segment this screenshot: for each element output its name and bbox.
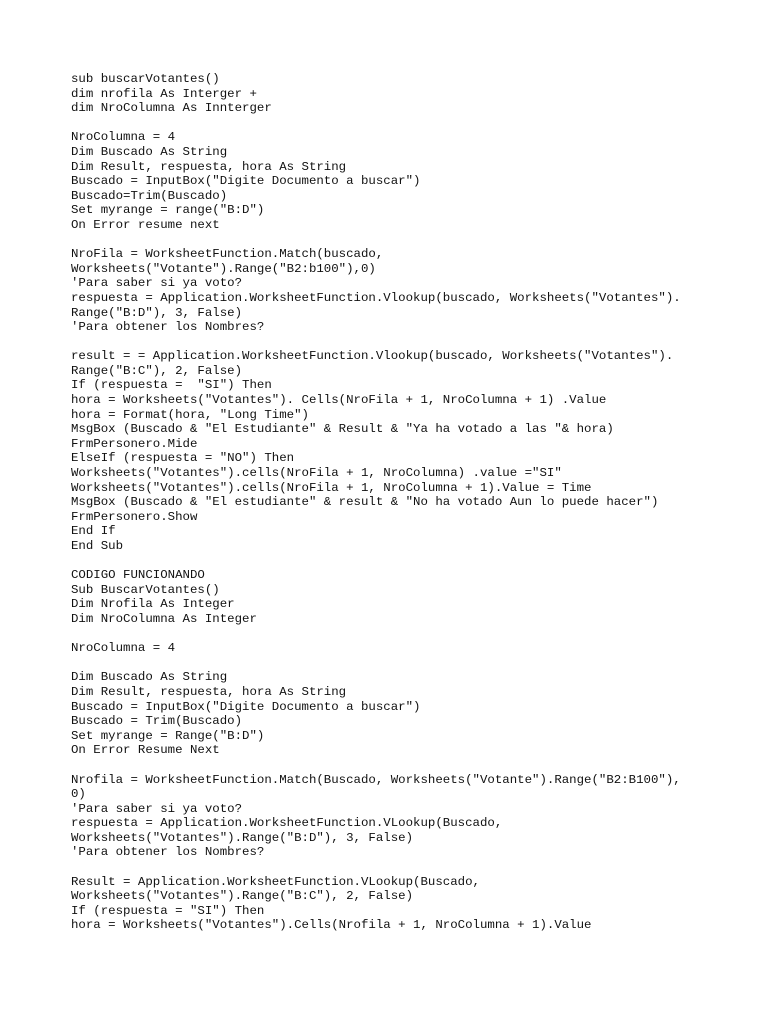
code-line [71, 233, 751, 248]
code-line: Dim Result, respuesta, hora As String [71, 684, 347, 699]
code-line: 'Para saber si ya voto? [71, 801, 243, 816]
code-line: Buscado=Trim(Buscado) [71, 188, 228, 203]
code-line: sub buscarVotantes() [71, 72, 220, 86]
code-line: Set myrange = range("B:D") [71, 203, 265, 218]
code-line: ElseIf (respuesta = "NO") Then [71, 451, 295, 466]
code-line [71, 860, 751, 875]
code-line: Worksheets("Votante").Range("B2:b100"),0) [71, 261, 376, 276]
code-line: Result = Application.WorksheetFunction.VLookup(Buscado, [71, 874, 480, 889]
code-line: hora = Worksheets("Votantes").Cells(Nrofila + 1, NroColumna + 1).Value [71, 918, 592, 933]
code-line: MsgBox (Buscado & "El estudiante" & result & "No ha votado Aun lo puede hacer") [71, 495, 659, 510]
code-line: Dim Buscado As String [71, 144, 228, 159]
code-line: Worksheets("Votantes").cells(NroFila + 1, NroColumna + 1).Value = Time [71, 480, 592, 495]
code-line: Dim Buscado As String [71, 670, 228, 685]
code-line: Worksheets("Votantes").cells(NroFila + 1, NroColumna) .value ="SI" [71, 466, 562, 481]
code-line: Worksheets("Votantes").Range("B:C"), 2, False) [71, 889, 414, 904]
code-line [71, 554, 751, 569]
code-line: FrmPersonero.Show [71, 509, 198, 524]
code-line [71, 627, 751, 642]
code-line: Worksheets("Votantes").Range("B:D"), 3, False) [71, 830, 414, 845]
code-line: If (respuesta = "SI") Then [71, 903, 265, 918]
code-line [71, 116, 751, 131]
code-line: Range("B:D"), 3, False) [71, 305, 243, 320]
code-line: End Sub [71, 539, 124, 553]
code-line [71, 335, 751, 350]
code-line: NroColumna = 4 [71, 130, 176, 145]
code-line: respuesta = Application.WorksheetFunction.VLookup(Buscado, [71, 816, 503, 831]
code-line: On Error Resume Next [71, 743, 220, 758]
code-line: Sub BuscarVotantes() [71, 582, 220, 597]
code-line: FrmPersonero.Mide [71, 436, 198, 451]
code-line: hora = Worksheets("Votantes"). Cells(NroFila + 1, NroColumna + 1) .Value [71, 393, 607, 408]
code-line: respuesta = Application.WorksheetFunction.Vlookup(buscado, Worksheets("Votantes"). [71, 290, 681, 305]
code-line: result = = Application.WorksheetFunction.Vlookup(buscado, Worksheets("Votantes"). [71, 349, 674, 364]
code-line: Dim NroColumna As Integer [71, 611, 257, 626]
code-line: Range("B:C"), 2, False) [71, 363, 243, 378]
code-line: On Error resume next [71, 217, 220, 232]
code-line [71, 758, 751, 773]
code-line: dim NroColumna As Innterger [71, 101, 272, 116]
code-line: Buscado = InputBox("Digite Documento a buscar") [71, 174, 421, 189]
code-line: If (respuesta = "SI") Then [71, 378, 272, 393]
code-line: MsgBox (Buscado & "El Estudiante" & Result & "Ya ha votado a las "& hora) [71, 422, 614, 437]
code-line: 0) [71, 787, 86, 802]
code-line: CODIGO FUNCIONANDO [71, 568, 205, 583]
code-line: End If [71, 524, 116, 539]
code-line: NroFila = WorksheetFunction.Match(buscado, [71, 247, 384, 262]
code-line: Buscado = InputBox("Digite Documento a buscar") [71, 699, 421, 714]
code-line [71, 656, 751, 671]
code-line: Dim Result, respuesta, hora As String [71, 159, 347, 174]
code-line: Buscado = Trim(Buscado) [71, 714, 243, 729]
code-line: dim nrofila As Interger + [71, 86, 257, 101]
code-line: hora = Format(hora, "Long Time") [71, 407, 309, 422]
code-line: 'Para obtener los Nombres? [71, 845, 265, 860]
code-line: Dim Nrofila As Integer [71, 597, 235, 612]
code-line: Set myrange = Range("B:D") [71, 728, 265, 743]
code-line: 'Para saber si ya voto? [71, 276, 243, 291]
code-line: 'Para obtener los Nombres? [71, 320, 265, 335]
code-line: Nrofila = WorksheetFunction.Match(Buscado, Worksheets("Votante").Range("B2:B100"), [71, 772, 681, 787]
code-line: NroColumna = 4 [71, 641, 176, 656]
vba-code-block [71, 72, 751, 933]
